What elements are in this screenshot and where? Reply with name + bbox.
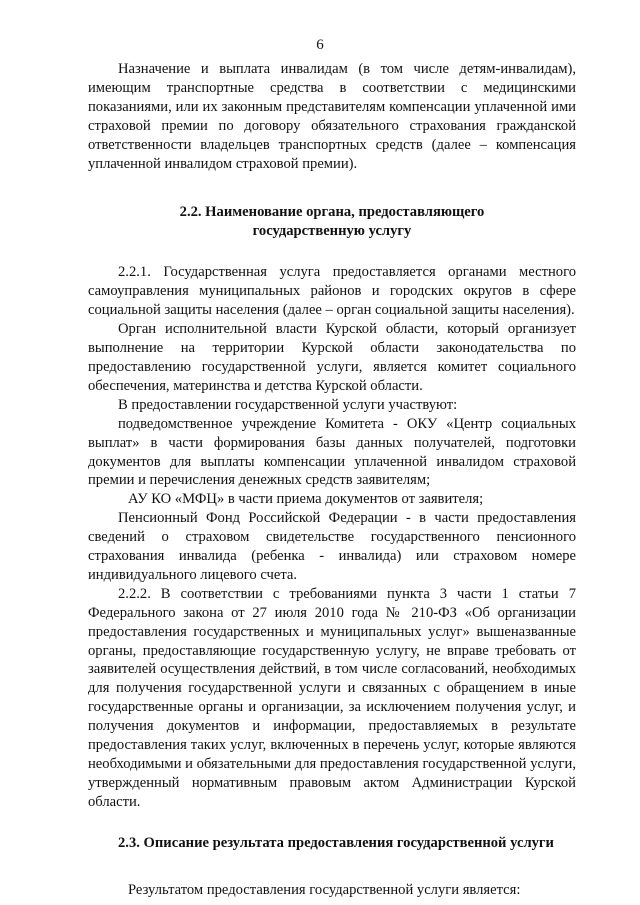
section-2-2-heading xyxy=(88,203,576,241)
paragraph-participants: В предоставлении государственной услуги участвуют: xyxy=(118,396,458,413)
paragraph-mfc: АУ КО «МФЦ» в части приема документов от заявителя; xyxy=(128,491,484,508)
page-number: 6 xyxy=(316,37,324,53)
paragraph-2-2-1: 2.2.1. Государственная услуга предоставляется органами местного самоуправления муниципальных районов и городских округов в сфере социальной защиты населения (далее – орган социальной защиты населения). xyxy=(88,264,576,319)
paragraph-oku-center: подведомственное учреждение Комитета - ОКУ «Центр социальных выплат» в части формирования базы данных получателей, подготовки документов для выплаты компенсации уплаченной инвалидом страховой премии и перечисления денежных средств заявителям; xyxy=(88,415,576,489)
paragraph-organ-executive: Орган исполнительной власти Курской области, который организует выполнение на территории Курской области законодательства по предоставлению государственной услуги, является комитет социального обеспечения, материнства и детства Курской области. xyxy=(88,321,576,394)
paragraph-pension-fund: Пенсионный Фонд Российской Федерации - в части предоставления сведений о страховом свидетельстве государственного пенсионного страхования инвалида (ребенка - инвалида) или страховом номере индивидуального лицевого счета. xyxy=(88,510,576,583)
section-2-2-heading-line2: государственную услугу xyxy=(252,223,412,240)
paragraph-2-3-result: Результатом предоставления государственной услуги является: xyxy=(128,881,521,898)
paragraph-2-2-2: 2.2.2. В соответствии с требованиями пункта 3 части 1 статьи 7 Федерального закона от 27 июля 2010 года № 210-ФЗ «Об организации предоставления государственных и муниципальных услуг» вышеназванные органы, предоставляющие государственную услугу, не вправе требовать от заявителей осуществления действий, в том числе согласований, необходимых для получения государственной услуги и связанных с обращением в иные государственные органы и организации, за исключением получения услуг, и получения документов и информации, предоставляемых в результате предоставления таких услуг, включенных в перечень услуг, которые являются необходимыми и обязательными для предоставления государственной услуги, утвержденный нормативным правовым актом Администрации Курской области. xyxy=(88,585,576,810)
section-2-3-heading: 2.3. Описание результата предоставления государственной услуги xyxy=(118,834,554,851)
section-2-2-heading-line1: 2.2. Наименование органа, предоставляющего xyxy=(179,204,485,221)
intro-paragraph: Назначение и выплата инвалидам (в том числе детям-инвалидам), имеющим транспортные средства в соответствии с медицинскими показаниями, или их законным представителям компенсации уплаченной ими страховой премии по договору обязательного страхования гражданской ответственности владельцев транспортных средств (далее – компенсация уплаченной инвалидом страховой премии). xyxy=(88,61,576,172)
document-body xyxy=(88,60,576,900)
